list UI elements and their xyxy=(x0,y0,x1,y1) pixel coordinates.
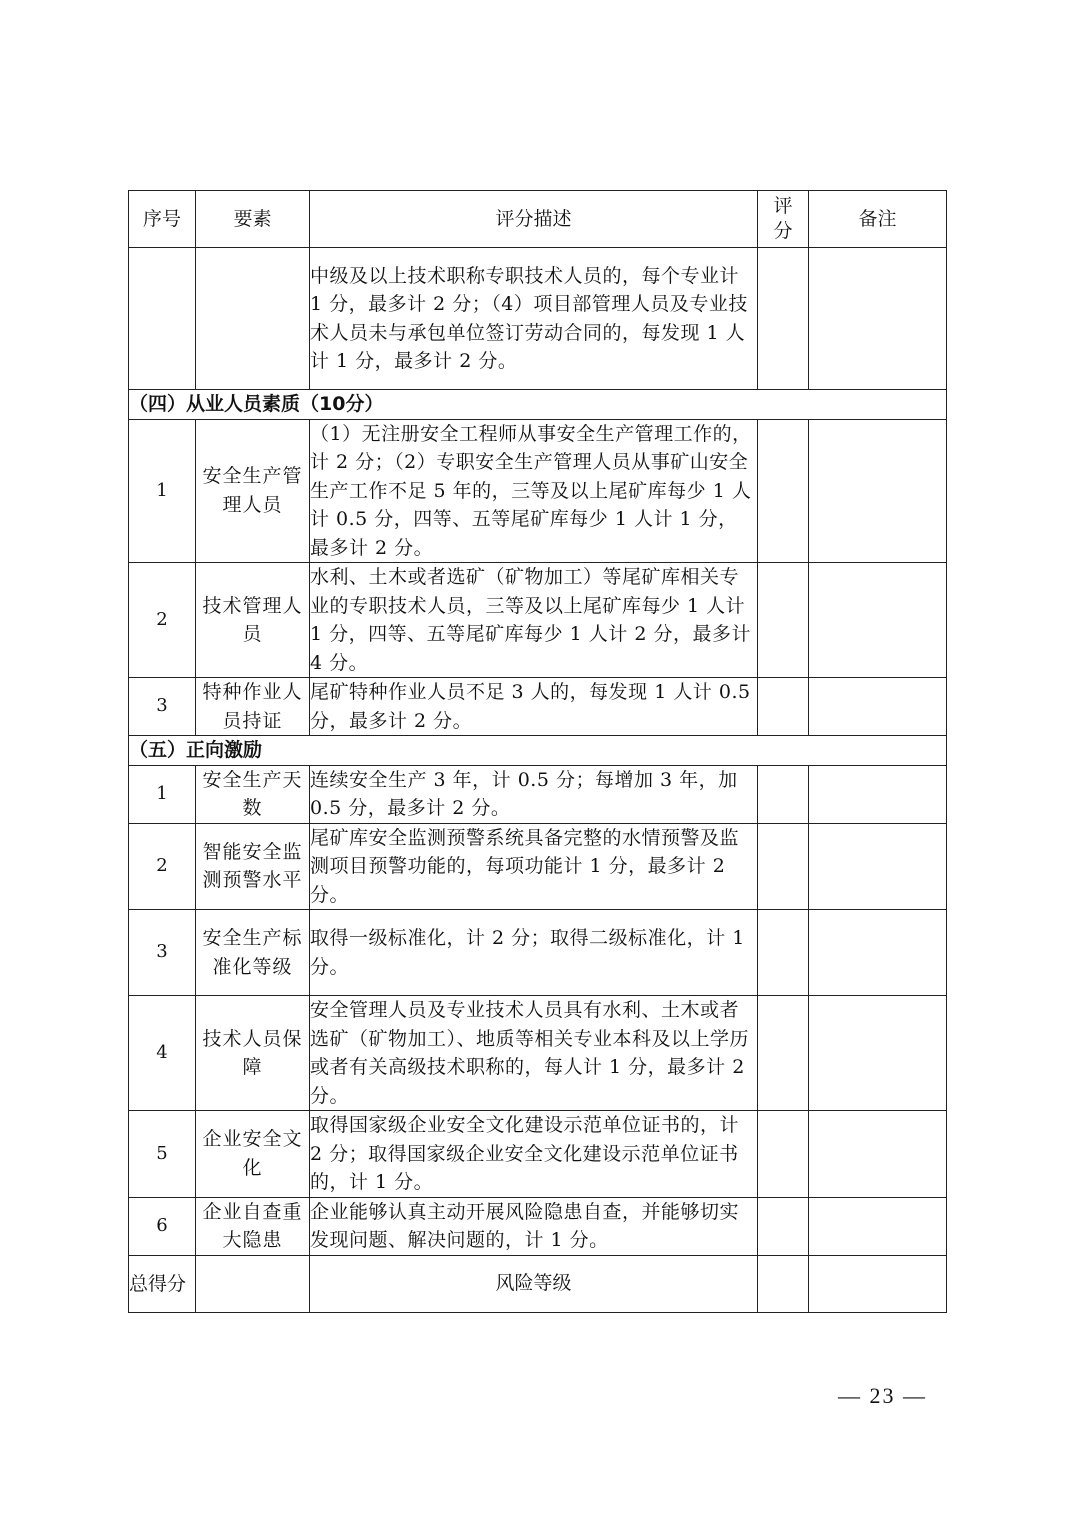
section-row xyxy=(129,736,947,766)
section-row xyxy=(129,390,947,420)
section-title: （四）从业人员素质（10分） xyxy=(129,390,947,420)
row-score[interactable] xyxy=(758,419,809,563)
row-element: 技术管理人员 xyxy=(196,563,310,678)
total-score-value[interactable] xyxy=(196,1255,310,1312)
row-score[interactable] xyxy=(758,678,809,736)
table-row xyxy=(129,419,947,563)
row-description: 尾矿特种作业人员不足 3 人的，每发现 1 人计 0.5 分，最多计 2 分。 xyxy=(310,678,758,736)
row-index: 2 xyxy=(129,563,196,678)
row-remark[interactable] xyxy=(809,678,947,736)
row-score[interactable] xyxy=(758,1197,809,1255)
row-index: 4 xyxy=(129,996,196,1111)
row-element: 企业安全文化 xyxy=(196,1111,310,1198)
table-row xyxy=(129,678,947,736)
row-index: 3 xyxy=(129,678,196,736)
row-index: 3 xyxy=(129,910,196,996)
table-row xyxy=(129,248,947,390)
row-element xyxy=(196,248,310,390)
row-index: 6 xyxy=(129,1197,196,1255)
table-row xyxy=(129,563,947,678)
row-score[interactable] xyxy=(758,823,809,910)
row-index: 1 xyxy=(129,765,196,823)
row-element: 安全生产天数 xyxy=(196,765,310,823)
total-row xyxy=(129,1255,947,1312)
row-score[interactable] xyxy=(758,765,809,823)
total-remark[interactable] xyxy=(809,1255,947,1312)
row-score[interactable] xyxy=(758,996,809,1111)
table-row xyxy=(129,1197,947,1255)
row-description: 中级及以上技术职称专职技术人员的，每个专业计 1 分，最多计 2 分；（4）项目部管理人员及专业技术人员未与承包单位签订劳动合同的，每发现 1 人计 1 分，最多计 2 分。 xyxy=(310,248,758,390)
scoring-table xyxy=(128,190,947,1313)
row-element: 安全生产标准化等级 xyxy=(196,910,310,996)
row-description: 尾矿库安全监测预警系统具备完整的水情预警及监测项目预警功能的，每项功能计 1 分，最多计 2 分。 xyxy=(310,823,758,910)
header-index: 序号 xyxy=(129,191,196,248)
row-index xyxy=(129,248,196,390)
row-index: 1 xyxy=(129,419,196,563)
table-header-row xyxy=(129,191,947,248)
row-score[interactable] xyxy=(758,910,809,996)
header-score: 评分 xyxy=(758,191,809,248)
row-element: 企业自查重大隐患 xyxy=(196,1197,310,1255)
row-index: 2 xyxy=(129,823,196,910)
row-remark[interactable] xyxy=(809,1197,947,1255)
row-remark[interactable] xyxy=(809,823,947,910)
row-remark[interactable] xyxy=(809,248,947,390)
table-row xyxy=(129,1111,947,1198)
row-description: （1）无注册安全工程师从事安全生产管理工作的，计 2 分；（2）专职安全生产管理人员从事矿山安全生产工作不足 5 年的，三等及以上尾矿库每少 1 人计 0.5 分，四等、五等尾矿库每少 1 人计 1 分，最多计 2 分。 xyxy=(310,419,758,563)
row-remark[interactable] xyxy=(809,419,947,563)
row-element: 智能安全监测预警水平 xyxy=(196,823,310,910)
table-row xyxy=(129,996,947,1111)
section-title: （五）正向激励 xyxy=(129,736,947,766)
row-score[interactable] xyxy=(758,248,809,390)
row-score[interactable] xyxy=(758,1111,809,1198)
row-remark[interactable] xyxy=(809,910,947,996)
row-description: 水利、土木或者选矿（矿物加工）等尾矿库相关专业的专职技术人员，三等及以上尾矿库每少 1 人计 1 分，四等、五等尾矿库每少 1 人计 2 分，最多计 4 分。 xyxy=(310,563,758,678)
table-row xyxy=(129,765,947,823)
row-score[interactable] xyxy=(758,563,809,678)
row-element: 特种作业人员持证 xyxy=(196,678,310,736)
row-remark[interactable] xyxy=(809,1111,947,1198)
table-row xyxy=(129,910,947,996)
row-description: 连续安全生产 3 年，计 0.5 分；每增加 3 年，加 0.5 分，最多计 2 分。 xyxy=(310,765,758,823)
page-number: — 23 — xyxy=(838,1383,927,1408)
row-description: 取得国家级企业安全文化建设示范单位证书的，计 2 分；取得国家级企业安全文化建设示范单位证书的，计 1 分。 xyxy=(310,1111,758,1198)
row-remark[interactable] xyxy=(809,765,947,823)
risk-level-label: 风险等级 xyxy=(310,1255,758,1312)
row-index: 5 xyxy=(129,1111,196,1198)
header-remark: 备注 xyxy=(809,191,947,248)
row-description: 企业能够认真主动开展风险隐患自查，并能够切实发现问题、解决问题的，计 1 分。 xyxy=(310,1197,758,1255)
row-remark[interactable] xyxy=(809,563,947,678)
risk-level-value[interactable] xyxy=(758,1255,809,1312)
row-description: 取得一级标准化，计 2 分；取得二级标准化，计 1 分。 xyxy=(310,910,758,996)
header-element: 要素 xyxy=(196,191,310,248)
row-description: 安全管理人员及专业技术人员具有水利、土木或者选矿（矿物加工）、地质等相关专业本科及以上学历或者有关高级技术职称的，每人计 1 分，最多计 2 分。 xyxy=(310,996,758,1111)
table-row xyxy=(129,823,947,910)
header-description: 评分描述 xyxy=(310,191,758,248)
row-element: 安全生产管理人员 xyxy=(196,419,310,563)
row-remark[interactable] xyxy=(809,996,947,1111)
row-element: 技术人员保障 xyxy=(196,996,310,1111)
total-score-label: 总得分 xyxy=(129,1255,196,1312)
